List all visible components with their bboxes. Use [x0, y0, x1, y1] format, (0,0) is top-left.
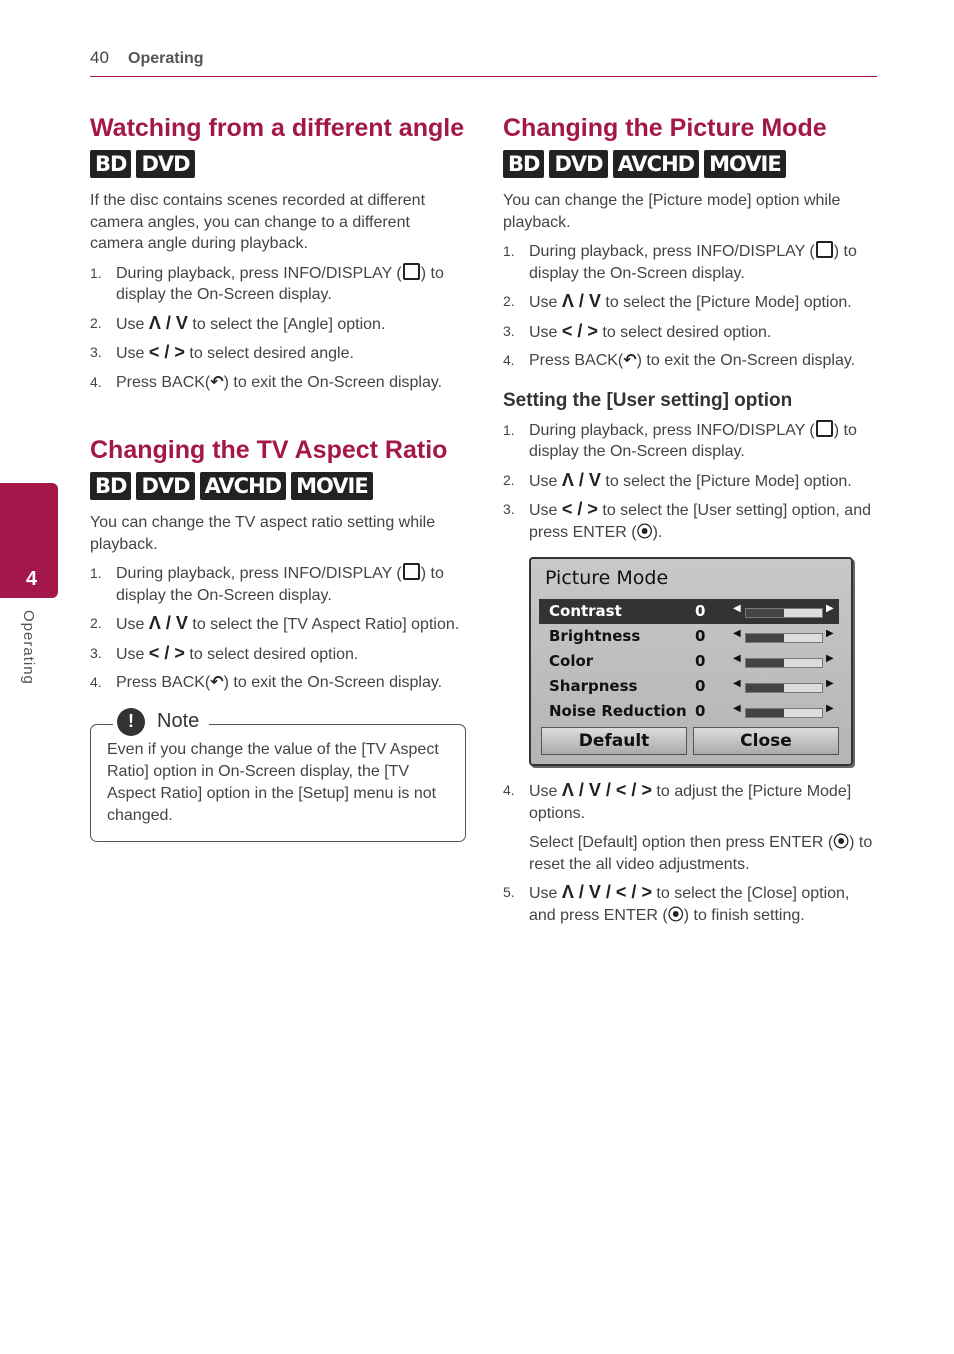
- arrow-right-icon: ▶: [826, 678, 834, 689]
- angle-steps: [90, 263, 466, 394]
- bd-badge: BD: [90, 472, 131, 500]
- step-item: 3. Use < / > to select desired angle.: [90, 342, 354, 362]
- avchd-badge: AVCHD: [613, 150, 700, 178]
- back-icon: ↶: [210, 674, 224, 691]
- osd-row-color[interactable]: Color 0 ◀ ▶: [549, 652, 834, 670]
- picture-intro: You can change the [Picture mode] option while playback.: [503, 192, 841, 231]
- arrow-right-icon: ▶: [826, 628, 834, 639]
- step-item: 2. Use Λ / V to select the [Angle] option.: [90, 312, 386, 333]
- dvd-badge: DVD: [136, 150, 194, 178]
- step-item: 4. Press BACK(↶) to exit the On-Screen display.: [503, 352, 856, 369]
- osd-row-noise-reduction[interactable]: Noise Reduction 0 ◀ ▶: [549, 702, 834, 720]
- step-item: 1. During playback, press INFO/DISPLAY ( ) to display the On-Screen display.: [90, 264, 444, 303]
- osd-row-sharpness[interactable]: Sharpness 0 ◀ ▶: [549, 677, 834, 695]
- angle-intro: If the disc contains scenes recorded at different camera angles, you can change to a different camera angle during playback.: [90, 192, 426, 252]
- step-item: 2. Use Λ / V to select the [TV Aspect Ratio] option.: [90, 613, 460, 633]
- level-bar: [745, 658, 823, 668]
- note-text: Even if you change the value of the [TV Aspect Ratio] option in On-Screen display, the [TV Aspect Ratio] option in the [Setup] menu is not changed.: [107, 740, 439, 824]
- movie-badge: MOVIE: [704, 150, 786, 178]
- arrow-right-icon: ▶: [826, 603, 834, 614]
- bd-badge: BD: [503, 150, 544, 178]
- arrow-right-icon: ▶: [826, 653, 834, 664]
- disc-badges: [90, 150, 466, 180]
- movie-badge: MOVIE: [291, 472, 373, 500]
- section-name: Operating: [128, 50, 204, 67]
- disc-badges: [90, 472, 466, 502]
- level-bar: [745, 708, 823, 718]
- arrow-left-icon: ◀: [733, 603, 741, 614]
- step-item: 4. Press BACK(↶) to exit the On-Screen display.: [90, 373, 443, 391]
- step-item: 1. During playback, press INFO/DISPLAY ( ) to display the On-Screen display.: [503, 243, 857, 282]
- bd-badge: BD: [90, 150, 131, 178]
- step-item: 3. Use < / > to select desired option.: [90, 642, 359, 663]
- level-bar: [745, 683, 823, 693]
- page-header: [90, 48, 877, 77]
- exclamation-icon: !: [117, 708, 145, 736]
- step-item: 4. Press BACK(↶) to exit the On-Screen display.: [90, 674, 443, 691]
- info-display-icon: [816, 241, 833, 258]
- default-button[interactable]: Default: [541, 727, 687, 755]
- user-steps-cont: [503, 780, 878, 926]
- arrow-left-icon: ◀: [733, 703, 741, 714]
- osd-row-brightness[interactable]: Brightness 0 ◀ ▶: [549, 627, 834, 645]
- avchd-badge: AVCHD: [200, 472, 287, 500]
- left-right-icon: < / >: [561, 320, 598, 341]
- osd-title: Picture Mode: [545, 567, 669, 589]
- chapter-number: 4: [26, 568, 38, 590]
- subsection-title-user: Setting the [User setting] option: [503, 389, 793, 411]
- note-box: [90, 710, 466, 842]
- info-display-icon: [403, 563, 420, 580]
- user-steps: [503, 420, 878, 544]
- up-down-icon: Λ / V: [148, 312, 188, 333]
- disc-badges: [503, 150, 878, 180]
- picture-steps: [503, 241, 878, 372]
- left-right-icon: < / >: [148, 642, 185, 663]
- page-number: 40: [90, 48, 109, 67]
- note-header: [113, 708, 209, 736]
- left-right-icon: < / >: [561, 499, 598, 519]
- direction-icon: Λ / V / < / >: [561, 780, 652, 800]
- step-item: 4. Use Λ / V / < / > to adjust the [Picture Mode] options. Select [Default] option then press ENTER (⦿) to reset the all video adjustments.: [503, 780, 878, 875]
- right-column: [503, 112, 878, 933]
- enter-icon: ⦿: [636, 523, 653, 541]
- aspect-steps: [90, 563, 466, 694]
- arrow-right-icon: ▶: [826, 703, 834, 714]
- dvd-badge: DVD: [549, 150, 607, 178]
- arrow-left-icon: ◀: [733, 653, 741, 664]
- left-right-icon: < / >: [148, 342, 185, 362]
- step-extra: Select [Default] option then press ENTER (⦿) to reset the all video adjustments.: [529, 834, 873, 873]
- note-title: Note: [157, 710, 200, 732]
- level-bar: [745, 633, 823, 643]
- section-title-picture: Changing the Picture Mode: [503, 114, 827, 142]
- enter-icon: ⦿: [667, 906, 684, 924]
- arrow-left-icon: ◀: [733, 678, 741, 689]
- up-down-icon: Λ / V: [561, 291, 601, 311]
- step-item: 1. During playback, press INFO/DISPLAY ( ) to display the On-Screen display.: [503, 421, 857, 460]
- step-item: 2. Use Λ / V to select the [Picture Mode] option.: [503, 291, 852, 311]
- back-icon: ↶: [210, 373, 224, 391]
- direction-icon: Λ / V / < / >: [561, 882, 652, 902]
- back-icon: ↶: [623, 352, 637, 369]
- info-display-icon: [816, 420, 833, 437]
- dvd-badge: DVD: [136, 472, 194, 500]
- level-bar: [745, 608, 823, 618]
- info-display-icon: [403, 263, 420, 280]
- arrow-left-icon: ◀: [733, 628, 741, 639]
- chapter-label: Operating: [20, 610, 37, 685]
- picture-mode-osd: [529, 557, 853, 766]
- osd-rows: [539, 599, 839, 724]
- osd-row-contrast[interactable]: Contrast 0 ◀ ▶: [539, 599, 839, 624]
- enter-icon: ⦿: [833, 834, 850, 851]
- step-item: 3. Use < / > to select desired option.: [503, 320, 772, 341]
- step-item: 1. During playback, press INFO/DISPLAY ( ) to display the On-Screen display.: [90, 565, 444, 604]
- up-down-icon: Λ / V: [561, 469, 601, 490]
- close-button[interactable]: Close: [693, 727, 839, 755]
- step-item: 3. Use < / > to select the [User setting] option, and press ENTER (⦿).: [503, 499, 871, 541]
- section-title-angle: Watching from a different angle: [90, 114, 465, 142]
- step-item: 5. Use Λ / V / < / > to select the [Close] option, and press ENTER (⦿) to finish setting.: [503, 882, 850, 924]
- step-item: 2. Use Λ / V to select the [Picture Mode] option.: [503, 469, 852, 490]
- left-column: [90, 112, 466, 842]
- section-title-aspect: Changing the TV Aspect Ratio: [90, 436, 448, 464]
- up-down-icon: Λ / V: [148, 613, 188, 633]
- aspect-intro: You can change the TV aspect ratio setting while playback.: [90, 514, 436, 553]
